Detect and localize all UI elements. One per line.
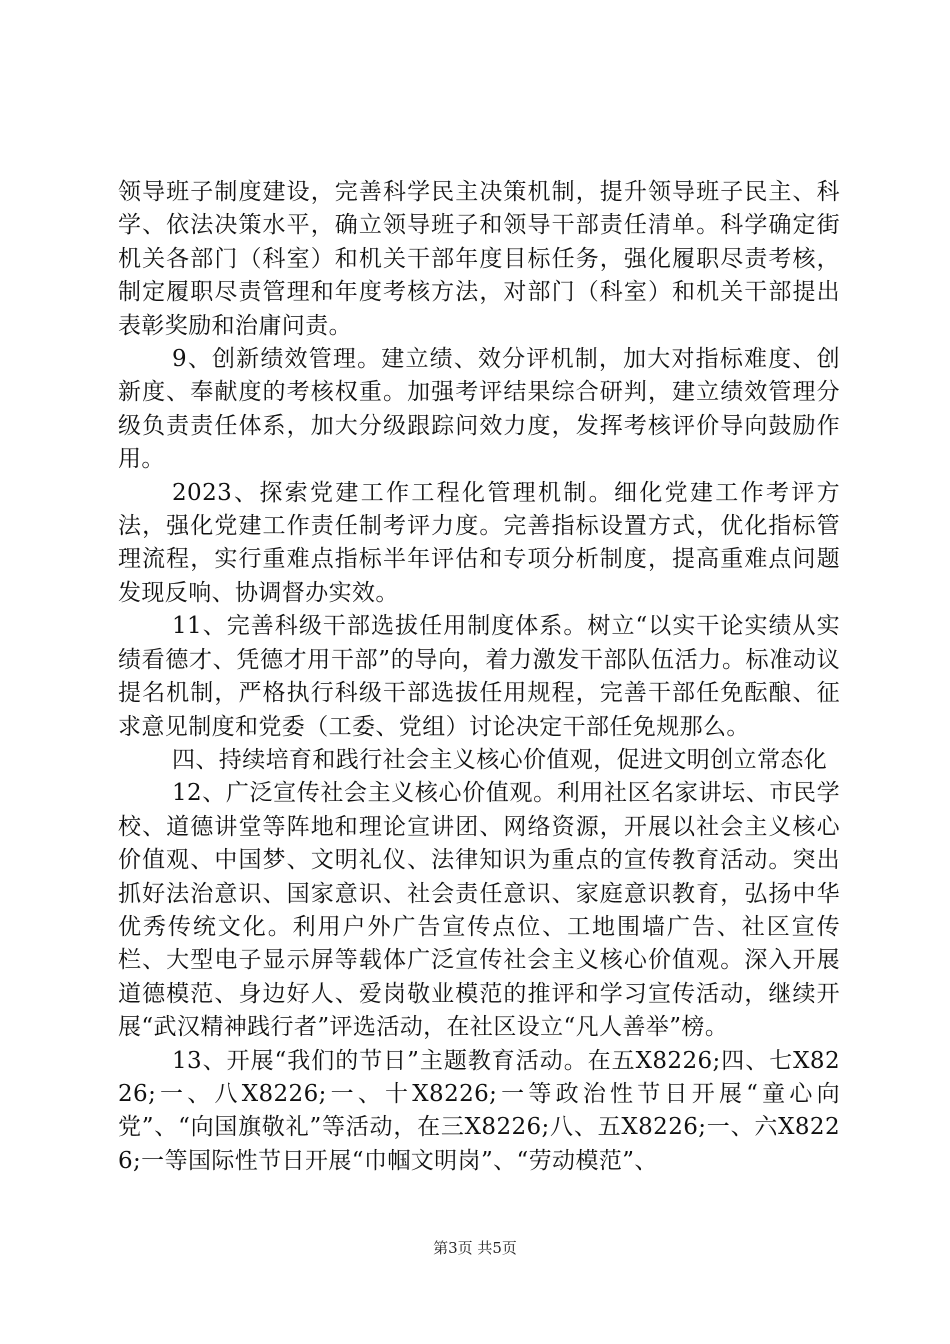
page-number-footer: 第3页 共5页 bbox=[433, 1239, 517, 1257]
paragraph-festival-activities: 13、开展“我们的节日”主题教育活动。在五X8226;四、七X8226;一、八X8226;一、十X8226;一等政治性节日开展“童心向党”、“向国旗敬礼”等活动，在三X8226;八、五X8226;一、六X8226;一等国际性节日开展“巾帼文明岗”、“劳动模范”、 bbox=[118, 1047, 840, 1174]
paragraph-leadership-system: 领导班子制度建设，完善科学民主决策机制，提升领导班子民主、科学、依法决策水平，确立领导班子和领导干部责任清单。科学确定街机关各部门（科室）和机关干部年度目标任务，强化履职尽责考核，制定履职尽责管理和年度考核方法，对部门（科室）和机关干部提出表彰奖励和治庸问责。 bbox=[118, 179, 840, 339]
paragraph-cadre-selection: 11、完善科级干部选拔任用制度体系。树立“以实干论实绩从实绩看德才、凭德才用干部”的导向，着力激发干部队伍活力。标准动议提名机制，严格执行科级干部选拔任用规程，完善干部任免酝酿、征求意见制度和党委（工委、党组）讨论决定干部任免规那么。 bbox=[118, 613, 840, 740]
paragraph-core-values-promotion: 12、广泛宣传社会主义核心价值观。利用社区名家讲坛、市民学校、道德讲堂等阵地和理论宣讲团、网络资源，开展以社会主义核心价值观、中国梦、文明礼仪、法律知识为重点的宣传教育活动。突出抓好法治意识、国家意识、社会责任意识、家庭意识教育，弘扬中华优秀传统文化。利用户外广告宣传点位、工地围墙广告、社区宣传栏、大型电子显示屏等载体广泛宣传社会主义核心价值观。深入开展道德模范、身边好人、爱岗敬业模范的推评和学习宣传活动，继续开展“武汉精神践行者”评选活动，在社区设立“凡人善举”榜。 bbox=[118, 780, 840, 1041]
paragraph-performance-management: 9、创新绩效管理。建立绩、效分评机制，加大对指标难度、创新度、奉献度的考核权重。加强考评结果综合研判，建立绩效管理分级负责责任体系，加大分级跟踪问效力度，发挥考核评价导向鼓励作用。 bbox=[118, 346, 840, 473]
document-body bbox=[118, 176, 840, 1178]
paragraph-party-building-mechanism: 2023、探索党建工作工程化管理机制。细化党建工作考评方法，强化党建工作责任制考评力度。完善指标设置方式，优化指标管理流程，实行重难点指标半年评估和专项分析制度，提高重难点问题发现反响、协调督办实效。 bbox=[118, 479, 840, 606]
section-heading-core-values: 四、持续培育和践行社会主义核心价值观，促进文明创立常态化 bbox=[172, 746, 828, 773]
